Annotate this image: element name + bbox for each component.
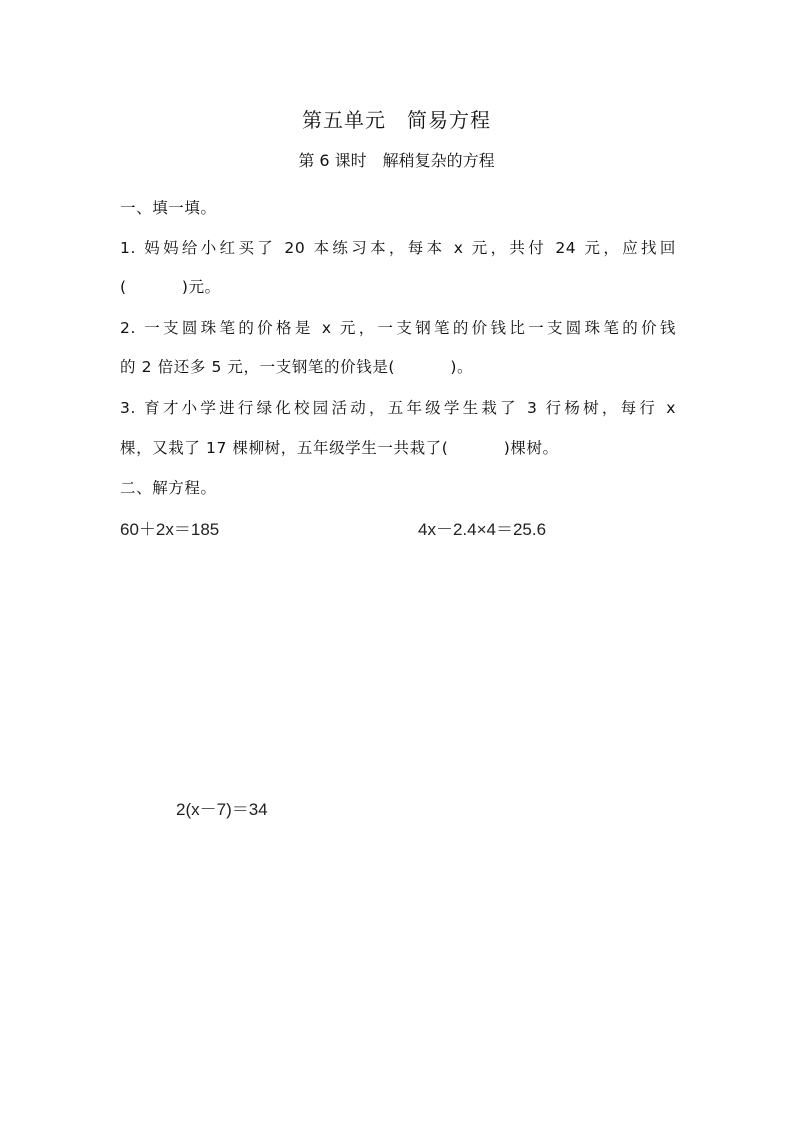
page-title: 第五单元 简易方程 (302, 108, 491, 132)
section-heading-solve: 二、解方程。 (120, 479, 217, 497)
equation-2: 4x－2.4×4＝25.6 (418, 520, 547, 539)
section-heading-fill: 一、填一填。 (120, 199, 217, 217)
question-2-line-2: 的 2 倍还多 5 元，一支钢笔的价钱是( )。 (120, 358, 474, 376)
lesson-subtitle: 第 6 课时 解稍复杂的方程 (298, 151, 495, 170)
question-3-line-1: 3. 育才小学进行绿化校园活动，五年级学生栽了 3 行杨树，每行 x (120, 399, 676, 417)
question-2-line-1: 2. 一支圆珠笔的价格是 x 元，一支钢笔的价钱比一支圆珠笔的价钱 (120, 319, 676, 337)
question-1-line-2: ( )元。 (120, 278, 221, 296)
equation-3: 2(x－7)＝34 (176, 800, 268, 819)
question-1-line-1: 1. 妈妈给小红买了 20 本练习本，每本 x 元，共付 24 元，应找回 (120, 239, 676, 257)
question-3-line-2: 棵，又栽了 17 棵柳树，五年级学生一共栽了( )棵树。 (120, 439, 559, 457)
equation-1: 60＋2x＝185 (120, 520, 220, 539)
